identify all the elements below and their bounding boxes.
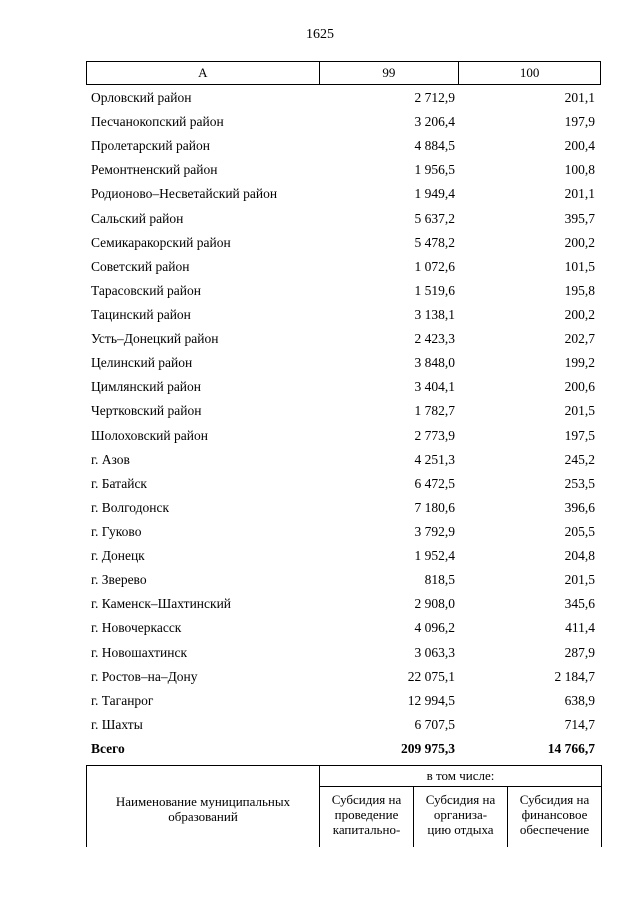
row-name: Чертковский район bbox=[91, 403, 202, 419]
row-value-100: 201,5 bbox=[564, 572, 595, 588]
row-value-100: 197,5 bbox=[564, 427, 595, 443]
row-value-99: 5 637,2 bbox=[414, 210, 455, 226]
row-value-100: 2 184,7 bbox=[554, 668, 595, 684]
row-value-99: 22 075,1 bbox=[407, 668, 455, 684]
row-value-100: 245,2 bbox=[564, 451, 595, 467]
row-value-100: 396,6 bbox=[564, 499, 595, 515]
row-value-100: 200,2 bbox=[564, 306, 595, 322]
row-value-100: 100,8 bbox=[564, 162, 595, 178]
row-name: г. Зверево bbox=[91, 572, 147, 588]
row-name: Шолоховский район bbox=[91, 427, 208, 443]
subsidy-header-1-line3: капитально- bbox=[332, 822, 401, 837]
row-value-99: 12 994,5 bbox=[407, 692, 455, 708]
table-row bbox=[86, 351, 601, 375]
row-value-99: 6 472,5 bbox=[414, 475, 455, 491]
row-value-100: 197,9 bbox=[564, 114, 595, 130]
row-value-99: 4 096,2 bbox=[414, 620, 455, 636]
row-value-100: 201,1 bbox=[564, 186, 595, 202]
table-row bbox=[86, 279, 601, 303]
subsidy-header-3 bbox=[508, 787, 602, 848]
table-row bbox=[86, 375, 601, 399]
subsidy-header-3-line1: Субсидия на bbox=[519, 792, 590, 807]
table-row bbox=[86, 207, 601, 231]
table-row bbox=[86, 472, 601, 496]
next-table-header bbox=[86, 765, 602, 847]
row-value-99: 7 180,6 bbox=[414, 499, 455, 515]
row-name: г. Новочеркасск bbox=[91, 620, 182, 636]
table-row bbox=[86, 448, 601, 472]
subsidy-header-3-line2: финансовое bbox=[521, 807, 588, 822]
row-value-99: 3 063,3 bbox=[414, 644, 455, 660]
row-value-99: 3 792,9 bbox=[414, 523, 455, 539]
table-row bbox=[86, 327, 601, 351]
row-name: г. Волгодонск bbox=[91, 499, 170, 515]
table-row bbox=[86, 424, 601, 448]
row-value-99: 4 251,3 bbox=[414, 451, 455, 467]
row-value-100: 199,2 bbox=[564, 355, 595, 371]
table-row bbox=[86, 303, 601, 327]
row-value-99: 2 773,9 bbox=[414, 427, 455, 443]
total-value-100: 14 766,7 bbox=[547, 740, 595, 756]
total-value-99: 209 975,3 bbox=[401, 740, 455, 756]
row-value-99: 1 949,4 bbox=[414, 186, 455, 202]
row-value-100: 202,7 bbox=[564, 331, 595, 347]
table-header bbox=[86, 61, 601, 85]
row-value-99: 818,5 bbox=[424, 572, 455, 588]
row-name: Орловский район bbox=[91, 90, 192, 105]
municipality-name-header-line2: образований bbox=[168, 808, 238, 824]
row-value-99: 3 206,4 bbox=[414, 114, 455, 130]
row-value-100: 200,6 bbox=[564, 379, 595, 395]
subsidy-header-1 bbox=[320, 787, 414, 848]
page-number: 1625 bbox=[306, 27, 334, 42]
row-value-100: 195,8 bbox=[564, 282, 595, 298]
row-value-100: 345,6 bbox=[564, 596, 595, 612]
row-value-100: 638,9 bbox=[564, 692, 595, 708]
row-name: г. Гуково bbox=[91, 523, 142, 539]
table-row bbox=[86, 616, 601, 640]
subsidy-header-3-line3: обеспечение bbox=[519, 822, 590, 837]
table-row bbox=[86, 665, 601, 689]
row-value-99: 1 072,6 bbox=[414, 258, 455, 274]
row-value-99: 3 138,1 bbox=[414, 306, 455, 322]
table-body bbox=[86, 86, 601, 761]
row-value-99: 2 908,0 bbox=[414, 596, 455, 612]
row-value-99: 6 707,5 bbox=[414, 716, 455, 732]
row-value-99: 1 519,6 bbox=[414, 282, 455, 298]
row-value-99: 1 956,5 bbox=[414, 162, 455, 178]
table-row bbox=[86, 496, 601, 520]
row-value-100: 411,4 bbox=[565, 620, 595, 636]
row-name: Песчанокопский район bbox=[91, 114, 224, 130]
table-row bbox=[86, 520, 601, 544]
row-name: Целинский район bbox=[91, 355, 193, 371]
row-value-100: 200,4 bbox=[564, 138, 595, 154]
row-value-100: 714,7 bbox=[564, 716, 595, 732]
table-row bbox=[86, 399, 601, 423]
row-value-99: 2 423,3 bbox=[414, 331, 455, 347]
column-header-a: А bbox=[87, 62, 320, 85]
table-row bbox=[86, 255, 601, 279]
row-name: Тацинский район bbox=[91, 306, 191, 322]
row-name: Цимлянский район bbox=[91, 379, 202, 395]
table-row bbox=[86, 231, 601, 255]
row-name: г. Ростов–на–Дону bbox=[91, 668, 198, 684]
row-value-100: 201,1 bbox=[564, 90, 595, 105]
row-name: г. Каменск–Шахтинский bbox=[91, 596, 232, 612]
row-name: Советский район bbox=[91, 258, 190, 274]
table-row bbox=[86, 689, 601, 713]
row-name: г. Азов bbox=[91, 451, 130, 467]
municipality-name-header-line1: Наименование муниципальных bbox=[115, 793, 291, 809]
row-value-99: 4 884,5 bbox=[414, 138, 455, 154]
table-row bbox=[86, 134, 601, 158]
row-name: Ремонтненский район bbox=[91, 162, 218, 178]
row-name: Тарасовский район bbox=[91, 282, 201, 298]
table-row bbox=[86, 158, 601, 182]
row-name: г. Донецк bbox=[91, 548, 145, 564]
row-value-100: 200,2 bbox=[564, 234, 595, 250]
row-value-100: 253,5 bbox=[564, 475, 595, 491]
row-value-100: 201,5 bbox=[564, 403, 595, 419]
table-row bbox=[86, 592, 601, 616]
table-row bbox=[86, 110, 601, 134]
column-header-99: 99 bbox=[319, 62, 459, 85]
row-name: г. Батайск bbox=[91, 475, 147, 491]
row-value-99: 5 478,2 bbox=[414, 234, 455, 250]
subsidy-header-2-line3: цию отдыха bbox=[427, 822, 494, 837]
municipality-name-header bbox=[87, 766, 320, 848]
subsidy-header-1-line2: проведение bbox=[334, 807, 399, 822]
table-row bbox=[86, 182, 601, 206]
row-name: Родионово–Несветайский район bbox=[91, 186, 278, 202]
table-row bbox=[86, 641, 601, 665]
row-value-99: 1 952,4 bbox=[414, 548, 455, 564]
total-row bbox=[86, 737, 601, 761]
row-value-100: 395,7 bbox=[564, 210, 595, 226]
row-value-100: 204,8 bbox=[564, 548, 595, 564]
row-value-100: 101,5 bbox=[564, 258, 595, 274]
table-row bbox=[86, 713, 601, 737]
row-name: г. Таганрог bbox=[91, 692, 154, 708]
subsidy-header-2 bbox=[414, 787, 508, 848]
table-row bbox=[86, 544, 601, 568]
row-value-100: 205,5 bbox=[564, 523, 595, 539]
including-header: в том числе: bbox=[320, 766, 602, 787]
row-value-99: 2 712,9 bbox=[414, 90, 455, 105]
table-row bbox=[86, 86, 601, 110]
row-name: г. Шахты bbox=[91, 716, 143, 732]
total-label: Всего bbox=[91, 740, 125, 756]
subsidy-header-2-line1: Субсидия на bbox=[425, 792, 496, 807]
row-value-99: 3 848,0 bbox=[414, 355, 455, 371]
row-name: г. Новошахтинск bbox=[91, 644, 187, 660]
row-value-99: 1 782,7 bbox=[414, 403, 455, 419]
column-header-100: 100 bbox=[459, 62, 601, 85]
row-value-100: 287,9 bbox=[564, 644, 595, 660]
row-value-99: 3 404,1 bbox=[414, 379, 455, 395]
row-name: Семикаракорский район bbox=[91, 234, 231, 250]
table-row bbox=[86, 568, 601, 592]
row-name: Усть–Донецкий район bbox=[91, 331, 219, 347]
subsidy-header-1-line1: Субсидия на bbox=[331, 792, 402, 807]
subsidy-header-2-line2: организа- bbox=[433, 807, 488, 822]
row-name: Сальский район bbox=[91, 210, 184, 226]
row-name: Пролетарский район bbox=[91, 138, 210, 154]
